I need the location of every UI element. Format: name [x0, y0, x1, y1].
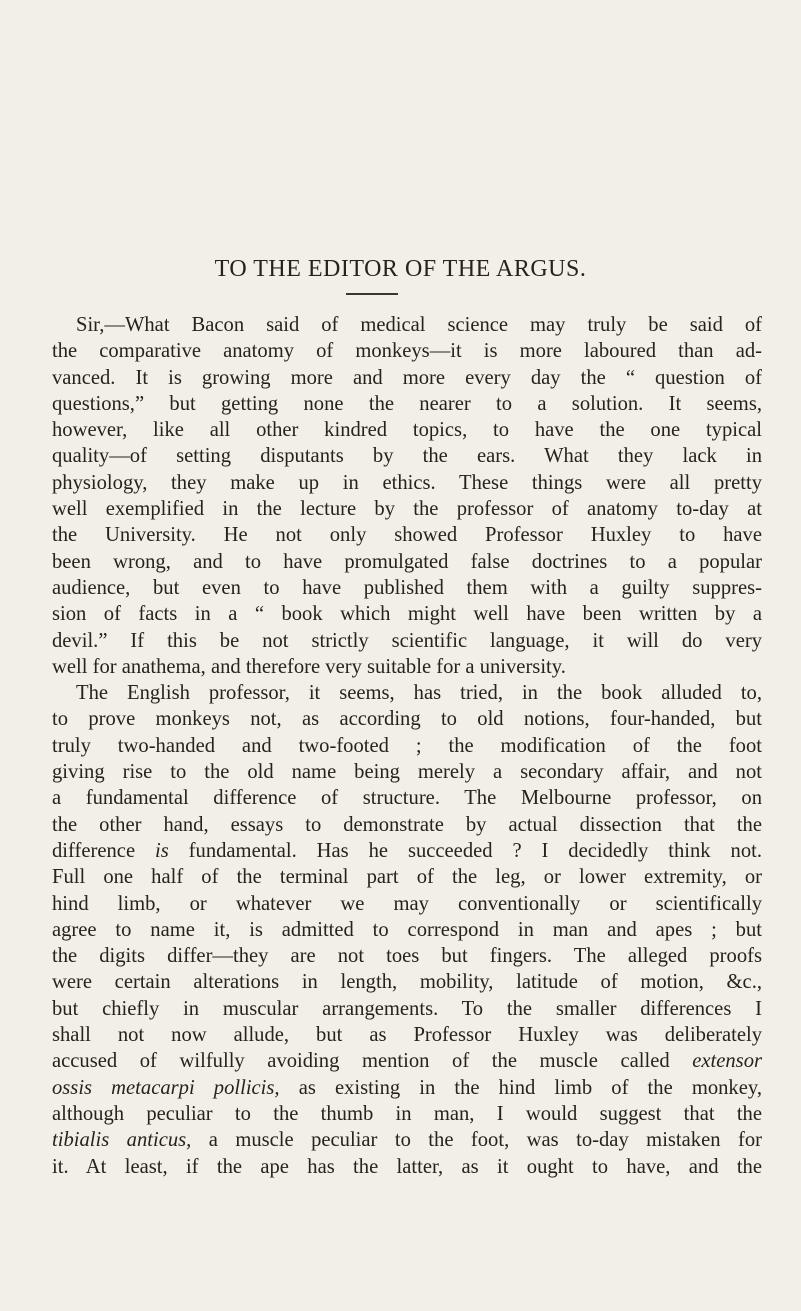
line-text: accused of wilfully avoiding mention of the muscle called: [52, 1050, 693, 1073]
text-line: [52, 549, 762, 575]
line-text: been wrong, and to have promulgated false doctrines to a popular: [52, 550, 762, 573]
line-text: however, like all other kindred topics, to have the one typical: [52, 419, 762, 442]
line-text: to prove monkeys not, as according to old notions, four-handed, but: [52, 708, 762, 731]
text-line: [52, 522, 762, 548]
line-text: audience, but even to have published them with a guilty suppres-: [52, 576, 762, 599]
line-text: vanced. It is growing more and more every day the “ question of: [52, 366, 762, 389]
text-line: [52, 338, 762, 364]
text-line: [52, 443, 762, 469]
text-line: [52, 706, 762, 732]
letter-body: [52, 312, 762, 1180]
text-line: [52, 391, 762, 417]
text-line: [52, 417, 762, 443]
text-line: [52, 996, 762, 1022]
text-line: [52, 1127, 762, 1153]
line-text: were certain alterations in length, mobility, latitude of motion, &c.,: [52, 971, 762, 994]
line-text: but chiefly in muscular arrangements. To the smaller differences I: [52, 997, 762, 1020]
text-line: [52, 733, 762, 759]
line-text: the comparative anatomy of monkeys—it is more laboured than ad-: [52, 340, 762, 363]
italic-text: ossis metacarpi pollicis,: [52, 1076, 280, 1099]
text-line: [52, 812, 762, 838]
text-line: [52, 312, 762, 338]
text-line: [52, 969, 762, 995]
text-line: [52, 654, 762, 680]
line-text: truly two-handed and two-footed ; the modification of the foot: [52, 734, 762, 757]
line-text: agree to name it, is admitted to correspond in man and apes ; but: [52, 918, 762, 941]
line-text: the digits differ—they are not toes but fingers. The alleged proofs: [52, 945, 762, 968]
text-line: [52, 1075, 762, 1101]
text-line: [52, 1048, 762, 1074]
line-text: it. At least, if the ape has the latter, as it ought to have, and the: [52, 1155, 762, 1178]
text-line: [52, 943, 762, 969]
line-text: quality—of setting disputants by the ears. What they lack in: [52, 445, 762, 468]
italic-text: is: [155, 839, 169, 862]
line-text: the University. He not only showed Professor Huxley to have: [52, 524, 762, 547]
line-text: questions,” but getting none the nearer to a solution. It seems,: [52, 392, 762, 415]
line-text: Full one half of the terminal part of the leg, or lower extremity, or: [52, 866, 762, 889]
line-text: the other hand, essays to demonstrate by actual dissection that the: [52, 813, 762, 836]
text-line: [52, 1022, 762, 1048]
line-text: hind limb, or whatever we may conventionally or scientifically: [52, 892, 762, 915]
text-line: [52, 470, 762, 496]
line-text: difference: [52, 839, 155, 862]
text-line: [52, 1101, 762, 1127]
line-text: shall not now allude, but as Professor Huxley was deliberately: [52, 1024, 762, 1047]
text-line: [52, 365, 762, 391]
text-line: [52, 1154, 762, 1180]
text-line: [52, 575, 762, 601]
line-text: physiology, they make up in ethics. These things were all pretty: [52, 471, 762, 494]
italic-text: extensor: [692, 1050, 762, 1073]
line-text: a muscle peculiar to the foot, was to-day mistaken for: [191, 1129, 762, 1152]
line-text: fundamental. Has he succeeded ? I decidedly think not.: [168, 839, 762, 862]
line-text: well exemplified in the lecture by the professor of anatomy to-day at: [52, 498, 762, 521]
line-text: The English professor, it seems, has tried, in the book alluded to,: [76, 682, 762, 705]
line-text: well for anathema, and therefore very suitable for a university.: [52, 655, 566, 678]
text-line: [52, 601, 762, 627]
line-text: sion of facts in a “ book which might well have been written by a: [52, 603, 762, 626]
text-line: [52, 785, 762, 811]
text-line: [52, 628, 762, 654]
line-text: Sir,—What Bacon said of medical science may truly be said of: [76, 314, 762, 336]
text-line: [52, 496, 762, 522]
text-line: [52, 864, 762, 890]
line-text: giving rise to the old name being merely a secondary affair, and not: [52, 761, 762, 784]
text-line: [52, 917, 762, 943]
line-text: a fundamental difference of structure. The Melbourne professor, on: [52, 787, 762, 810]
letter-heading: TO THE EDITOR OF THE ARGUS.: [214, 256, 587, 282]
line-text: as existing in the hind limb of the monkey,: [279, 1076, 762, 1099]
heading-divider: [346, 293, 398, 295]
text-line: [52, 680, 762, 706]
text-line: [52, 759, 762, 785]
text-line: [52, 838, 762, 864]
italic-text: tibialis anticus,: [52, 1129, 192, 1152]
line-text: devil.” If this be not strictly scientific language, it will do very: [52, 629, 762, 652]
line-text: although peculiar to the thumb in man, I would suggest that the: [52, 1102, 762, 1125]
text-line: [52, 891, 762, 917]
